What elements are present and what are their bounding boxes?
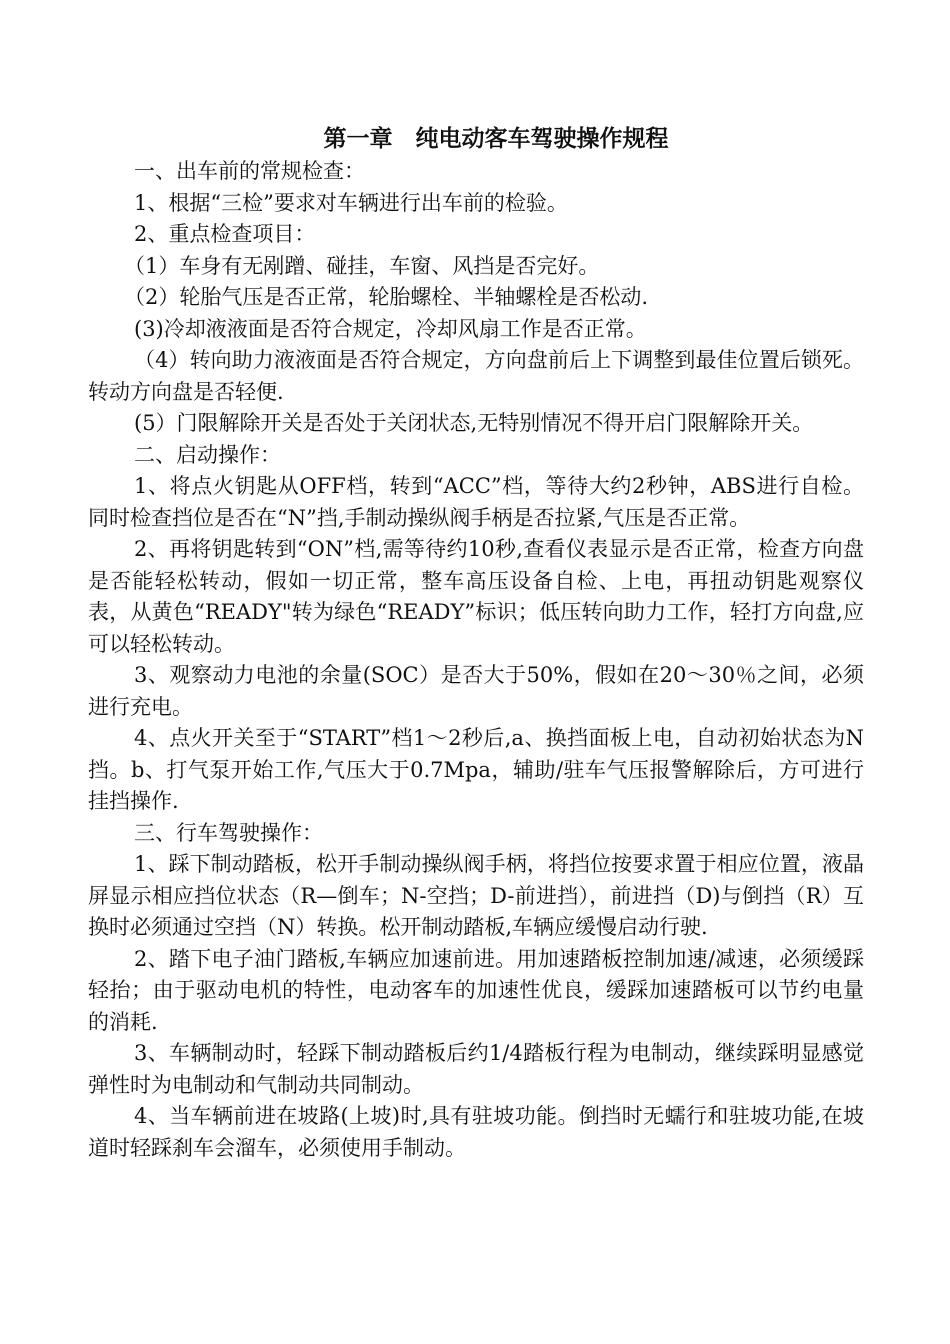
paragraph: 4、点火开关至于“START”档1～2秒后,a、换挡面板上电，自动初始状态为N挡。b、打气泵开始工作,气压大于0.7Mpa，辅助/驻车气压报警解除后，方可进行挂挡操作. (88, 726, 864, 813)
paragraph: (3)冷却液液面是否符合规定，冷却风扇工作是否正常。 (134, 316, 647, 341)
paragraph: 2、再将钥匙转到“ON”档,需等待约10秒,查看仪表显示是否正常，检查方向盘是否能轻松转动，假如一切正常，整车高压设备自检、上电，再扭动钥匙观察仪表，从黄色“READY"转为绿色“READY”标识；低压转向助力工作，轻打方向盘,应可以轻松转动。 (88, 537, 864, 656)
paragraph: 二、启动操作： (134, 442, 281, 467)
paragraph: 一、出车前的常规检查： (134, 159, 365, 183)
paragraph: 1、踩下制动踏板，松开手制动操纵阀手柄，将挡位按要求置于相应位置，液晶屏显示相应挡位状态（R—倒车；N-空挡；D-前进挡），前进挡（D)与倒挡（R）互换时必须通过空挡（N）转换。松开制动踏板,车辆应缓慢启动行驶. (88, 852, 864, 939)
paragraph: 2、踏下电子油门踏板,车辆应加速前进。用加速踏板控制加速/减速，必须缓踩轻抬；由于驱动电机的特性，电动客车的加速性优良，缓踩加速踏板可以节约电量的消耗. (88, 946, 864, 1034)
paragraph: 3、观察动力电池的余量(SOC）是否大于50%，假如在20～30％之间，必须进行充电。 (88, 663, 864, 719)
paragraph: 三、行车驾驶操作： (134, 820, 323, 845)
paragraph: 2、重点检查项目： (134, 222, 316, 246)
chapter-title: 第一章 纯电动客车驾驶操作规程 (323, 125, 669, 152)
paragraph: 3、车辆制动时，轻踩下制动踏板后约1/4踏板行程为电制动，继续踩明显感觉弹性时为电制动和气制动共同制动。 (88, 1041, 864, 1097)
document-page (88, 122, 864, 1164)
paragraph: 1、根据“三检”要求对车辆进行出车前的检验。 (134, 190, 568, 215)
paragraph: 1、将点火钥匙从OFF档，转到“ACC”档，等待大约2秒钟，ABS进行自检。同时检查挡位是否在“N”挡,手制动操纵阀手柄是否拉紧,气压是否正常。 (88, 474, 864, 530)
paragraph: 4、当车辆前进在坡路(上坡)时,具有驻坡功能。倒挡时无蠕行和驻坡功能,在坡道时轻踩刹车会溜车，必须使用手制动。 (88, 1104, 864, 1160)
paragraph: (5）门限解除开关是否处于关闭状态,无特别情况不得开启门限解除开关。 (134, 411, 814, 435)
paragraph: （1）车身有无剐蹭、碰挂，车窗、风挡是否完好。 (124, 253, 600, 278)
paragraph: （4）转向助力液液面是否符合规定，方向盘前后上下调整到最佳位置后锁死。转动方向盘是否轻便. (88, 348, 864, 404)
document-body (88, 156, 864, 1164)
paragraph: （2）轮胎气压是否正常，轮胎螺栓、半轴螺栓是否松动. (124, 285, 649, 309)
